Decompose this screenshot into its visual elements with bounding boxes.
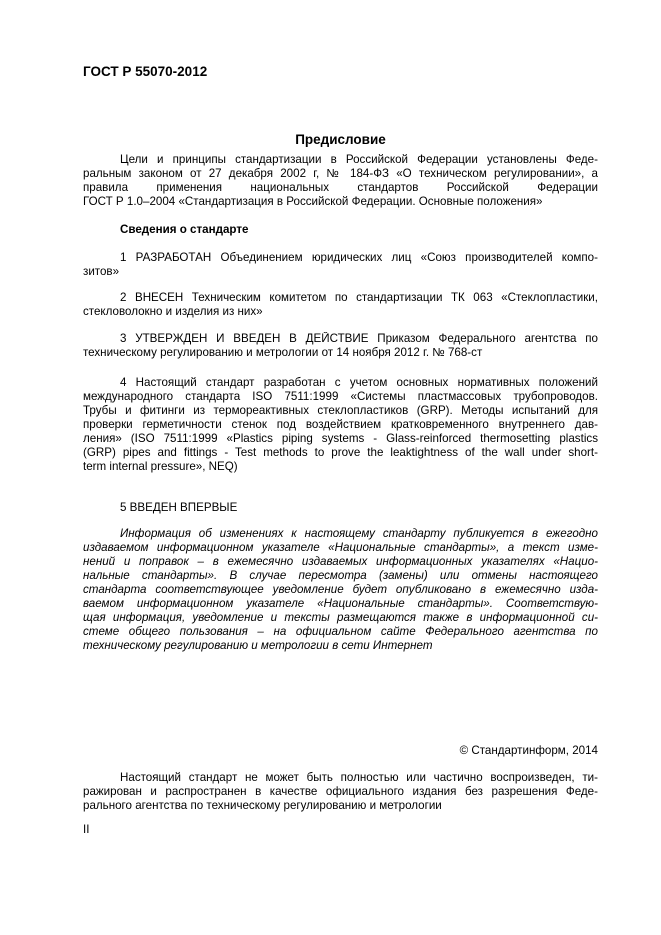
text-line: стекловолокно и изделия из них»	[83, 305, 263, 318]
text-line: стандарта соответствующее уведомление будет опубликовано в ежемесячно изда-	[83, 583, 598, 596]
text-line: издаваемом информационном указателе «Национальные стандарты», а текст изме-	[83, 541, 598, 554]
text-line: ваемом информационном указателе «Национальные стандарты». Соответствую-	[83, 597, 598, 610]
text-line: зитов»	[83, 265, 120, 278]
intro-paragraph	[83, 153, 598, 209]
text-line: ГОСТ Р 1.0–2004 «Стандартизация в Российской Федерации. Основные положения»	[83, 195, 543, 208]
amendments-notice	[83, 527, 598, 653]
text-line: Настоящий стандарт не может быть полностью или частично воспроизведен, ти-	[120, 771, 598, 784]
text-line: стеме общего пользования – на официальном сайте Федерального агентства по	[83, 625, 598, 638]
text-line: Трубы и фитинги из термореактивных стеклопластиков (GRP). Методы испытаний для	[83, 404, 598, 417]
text-line: международного стандарта ISO 7511:1999 «Системы пластмассовых трубопроводов.	[83, 390, 598, 403]
section-title: Сведения о стандарте	[120, 223, 249, 236]
copyright: © Стандартинформ, 2014	[459, 744, 598, 757]
text-line: правила применения национальных стандартов Российской Федерации	[83, 181, 598, 194]
preface-title: Предисловие	[295, 132, 386, 147]
item-submitted	[83, 291, 598, 319]
text-line: 2 ВНЕСЕН Техническим комитетом по стандартизации ТК 063 «Стеклопластики,	[120, 291, 598, 304]
item-based-on	[83, 376, 598, 474]
text-line: техническому регулированию и метрологии от 14 ноября 2012 г. № 768-ст	[83, 346, 483, 359]
text-line: ражирован и распространен в качестве официального издания без разрешения Феде-	[83, 785, 598, 798]
text-line: Информация об изменениях к настоящему стандарту публикуется в ежегодно	[120, 527, 598, 540]
text-line: Цели и принципы стандартизации в Российской Федерации установлены Феде-	[120, 153, 598, 166]
text-line: нальные стандарты». В случае пересмотра (замены) или отмены настоящего	[83, 569, 598, 582]
text-line: 1 РАЗРАБОТАН Объединением юридических лиц «Союз производителей компо-	[120, 251, 598, 264]
item-approved	[83, 332, 598, 360]
text-line: ления» (ISO 7511:1999 «Plastics piping systems - Glass-reinforced thermosetting plastics	[83, 432, 598, 445]
item-first-introduced	[83, 501, 598, 515]
text-line: нений и поправок – в ежемесячно издаваемых информационных указателях «Нацио-	[83, 555, 598, 568]
text-line: рального агентства по техническому регулированию и метрологии	[83, 799, 442, 812]
text-line: 3 УТВЕРЖДЕН И ВВЕДЕН В ДЕЙСТВИЕ Приказом Федерального агентства по	[120, 332, 598, 345]
item-developed	[83, 251, 598, 279]
text-line: щая информация, уведомление и тексты размещаются также в информационной си-	[83, 611, 598, 624]
text-line: 4 Настоящий стандарт разработан с учетом основных нормативных положений	[120, 376, 598, 389]
text-line: term internal pressure», NEQ)	[83, 460, 238, 473]
text-line: ральным законом от 27 декабря 2002 г, № 184-ФЗ «О техническом регулировании», а	[83, 167, 598, 180]
reproduction-notice	[83, 771, 598, 813]
text-line: проверки герметичности стенок под воздействием кратковременного внутреннего дав-	[83, 418, 598, 431]
page-number: II	[83, 823, 90, 836]
document-code: ГОСТ Р 55070-2012	[83, 64, 208, 79]
text-line: техническому регулированию и метрологии в сети Интернет	[83, 639, 433, 652]
text-line: (GRP) pipes and fittings - Test methods to prove the leaktightness of the wall under short-	[83, 446, 598, 459]
text-line: 5 ВВЕДЕН ВПЕРВЫЕ	[120, 501, 238, 514]
